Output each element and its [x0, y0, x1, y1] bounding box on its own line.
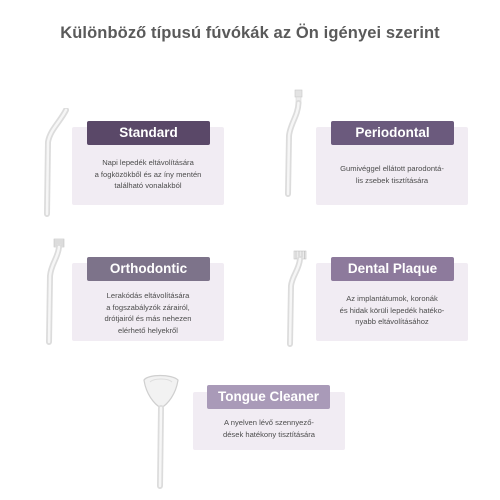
standard-nozzle-icon	[38, 108, 72, 218]
nozzle-label-periodontal: Periodontal	[331, 121, 454, 145]
card-line: a fogszabályzók zárairól,	[106, 302, 190, 312]
card-line: drótjairól és más nehezen	[104, 314, 192, 323]
card-line: Az implantátumok, koronák	[346, 294, 438, 303]
page-title: Különböző típusú fúvókák az Ön igényei szerint	[60, 24, 440, 42]
nozzle-label-dental-plaque: Dental Plaque	[331, 257, 454, 281]
tongue-cleaner-nozzle-icon	[138, 370, 184, 490]
card-line: és hidak körüli lepedék hatéko-	[339, 305, 445, 315]
card-line: található vonalakból	[114, 181, 182, 190]
nozzle-label-standard: Standard	[87, 121, 210, 145]
nozzle-label-orthodontic: Orthodontic	[87, 257, 210, 281]
orthodontic-nozzle-icon	[40, 236, 74, 346]
dental-plaque-nozzle-icon	[280, 248, 314, 348]
nozzle-label-tongue-cleaner: Tongue Cleaner	[207, 385, 330, 409]
card-line: lis zsebek tisztítására	[355, 175, 429, 185]
card-line: dések hatékony tisztítására	[222, 429, 316, 439]
card-line: A nyelven lévő szennyező-	[224, 418, 314, 427]
card-line: Lerakódás eltávolítására	[106, 291, 190, 300]
periodontal-nozzle-icon	[278, 88, 312, 198]
card-line: elérhető helyekről	[118, 325, 178, 335]
card-line: Gumivéggel ellátott parodontá-	[340, 164, 444, 173]
card-line: a fogközökből és az íny mentén	[94, 169, 202, 179]
card-line: nyabb eltávolításához	[355, 317, 429, 326]
card-line: Napi lepedék eltávolítására	[102, 158, 194, 167]
